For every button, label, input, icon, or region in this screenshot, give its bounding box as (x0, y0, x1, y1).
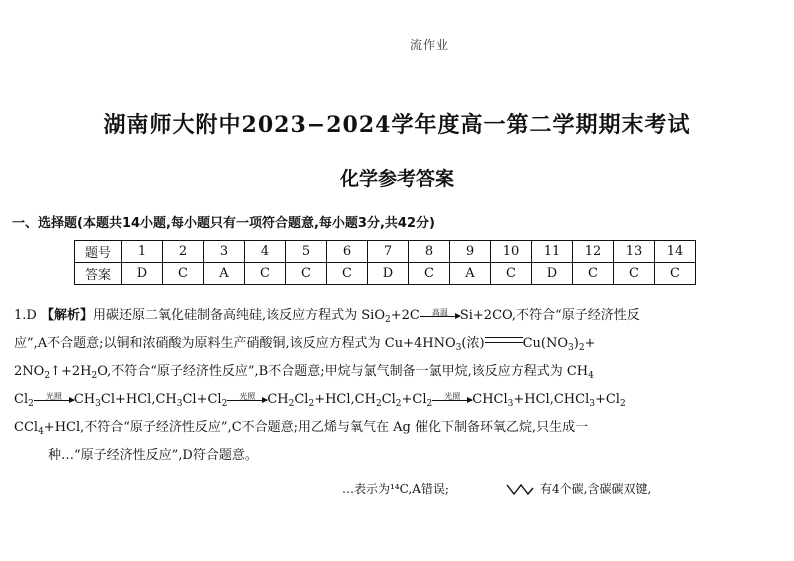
subscript: 2 (578, 343, 585, 353)
explanation-line-1 (14, 302, 784, 330)
subscript: 2 (288, 399, 295, 409)
text-run: CHCl (472, 392, 508, 407)
answer-cell: C (655, 263, 696, 285)
subscript: 3 (589, 399, 595, 409)
text-run: CCl (14, 420, 39, 435)
subscript: 2 (28, 399, 34, 409)
text-run: CH (267, 392, 289, 407)
question-number: 3 (204, 241, 245, 263)
text-run: O,不符合“原子经济性反应”,B不合题意;甲烷与氯气制备一氯甲烷,该反应方程式为 CH (97, 364, 589, 379)
text-run: ) (573, 336, 579, 351)
subscript: 2 (395, 399, 402, 409)
answer-cell: C (491, 263, 532, 285)
text-run: Cl (294, 392, 309, 407)
question-number: 8 (409, 241, 450, 263)
subscript: 4 (588, 371, 594, 381)
explanation-line-3 (14, 358, 784, 386)
text-run: (浓) (461, 336, 485, 351)
subscript: 2 (384, 315, 391, 325)
answer-cell: C (286, 263, 327, 285)
partial-line-fragment: …表示为¹⁴C,A错误; (342, 482, 449, 496)
answer-table (74, 240, 696, 285)
text-run: Si+2CO,不符合“原子经济性反 (459, 308, 640, 323)
question-number: 6 (327, 241, 368, 263)
answer-cell: D (368, 263, 409, 285)
question-number-row (75, 241, 696, 263)
explanation-paragraph (14, 302, 784, 470)
subscript: 3 (507, 399, 514, 409)
reaction-condition: 光照 (444, 392, 461, 401)
question-number: 10 (491, 241, 532, 263)
text-run: +Cl (401, 392, 427, 407)
text-run: Cl+Cl (182, 392, 222, 407)
text-run: 应”,A不合题意;以铜和浓硝酸为原料生产硝酸铜,该反应方程式为 Cu+4HNO (14, 336, 456, 351)
text-run: CH (73, 392, 96, 407)
zigzag-structure-icon (506, 482, 534, 496)
analysis-tag: 【解析】 (40, 308, 93, 323)
text-run: Cu(NO (522, 336, 568, 351)
reaction-arrow (432, 394, 472, 401)
page-title: 湖南师大附中2023−2024学年度高一第二学期期末考试 (103, 112, 691, 138)
question-number: 12 (573, 241, 614, 263)
answer-cell: C (409, 263, 450, 285)
handwritten-note: 流作业 (410, 38, 450, 52)
question-number: 7 (368, 241, 409, 263)
subscript: 2 (375, 399, 382, 409)
question-number: 13 (614, 241, 655, 263)
subscript: 3 (455, 343, 462, 353)
text-run: +HCl,CH (314, 392, 376, 407)
answer-cell: C (327, 263, 368, 285)
question-number: 14 (655, 241, 696, 263)
text-run: 2NO (14, 364, 45, 379)
text-run: +2C (390, 308, 420, 323)
question-label: 1.D (14, 308, 37, 323)
text-run: Cl (381, 392, 396, 407)
subscript: 2 (44, 371, 51, 381)
subscript: 2 (619, 399, 626, 409)
explanation-line-2 (14, 330, 784, 358)
answer-cell: C (163, 263, 204, 285)
explanation-line-4 (14, 386, 784, 414)
text-run: 用碳还原二氧化硅制备高纯硅,该反应方程式为 SiO (92, 308, 385, 323)
subscript: 3 (176, 399, 183, 409)
text-run: 种…“原子经济性反应”,D符合题意。 (48, 448, 258, 463)
explanation-line-6 (14, 442, 784, 470)
explanation-line-5 (14, 414, 784, 442)
answer-row (75, 263, 696, 285)
text-run: Cl+HCl,CH (100, 392, 177, 407)
question-number: 11 (532, 241, 573, 263)
question-number: 2 (163, 241, 204, 263)
subscript: 2 (221, 399, 228, 409)
subscript: 2 (308, 399, 315, 409)
reaction-arrow (227, 394, 267, 401)
answer-cell: D (122, 263, 163, 285)
subscript: 2 (426, 399, 433, 409)
text-run: +Cl (594, 392, 620, 407)
equals-sign (485, 337, 523, 343)
question-number: 1 (122, 241, 163, 263)
answer-cell: C (573, 263, 614, 285)
text-run: +HCl,CHCl (513, 392, 590, 407)
text-run: ↑+2H (50, 364, 92, 379)
question-number: 9 (450, 241, 491, 263)
reaction-arrow (420, 310, 460, 317)
text-run: + (584, 336, 596, 351)
section-heading-choice: 一、选择题(本题共14小题,每小题只有一项符合题意,每小题3分,共42分) (12, 216, 435, 231)
reaction-condition: 光照 (239, 392, 256, 401)
reaction-arrow (34, 394, 74, 401)
subscript: 3 (568, 343, 574, 353)
question-number: 4 (245, 241, 286, 263)
subscript: 2 (91, 371, 98, 381)
reaction-condition: 光照 (45, 392, 62, 401)
answer-cell: C (614, 263, 655, 285)
answer-cell: A (450, 263, 491, 285)
row-label-question: 题号 (75, 241, 122, 263)
row-label-answer: 答案 (75, 263, 122, 285)
subscript: 4 (38, 427, 44, 437)
text-run: +HCl,不符合“原子经济性反应”,C不合题意;用乙烯与氧气在 Ag 催化下制备环氧乙烷,只生成一 (43, 420, 589, 435)
answer-cell: A (204, 263, 245, 285)
text-run: Cl (14, 392, 29, 407)
question-number: 5 (286, 241, 327, 263)
answer-cell: D (532, 263, 573, 285)
answer-cell: C (245, 263, 286, 285)
subscript: 3 (95, 399, 101, 409)
reaction-condition: 高温 (431, 308, 448, 317)
page-subtitle: 化学参考答案 (339, 168, 454, 190)
partial-line-fragment-2: 有4个碳,含碳碳双键, (540, 482, 652, 496)
